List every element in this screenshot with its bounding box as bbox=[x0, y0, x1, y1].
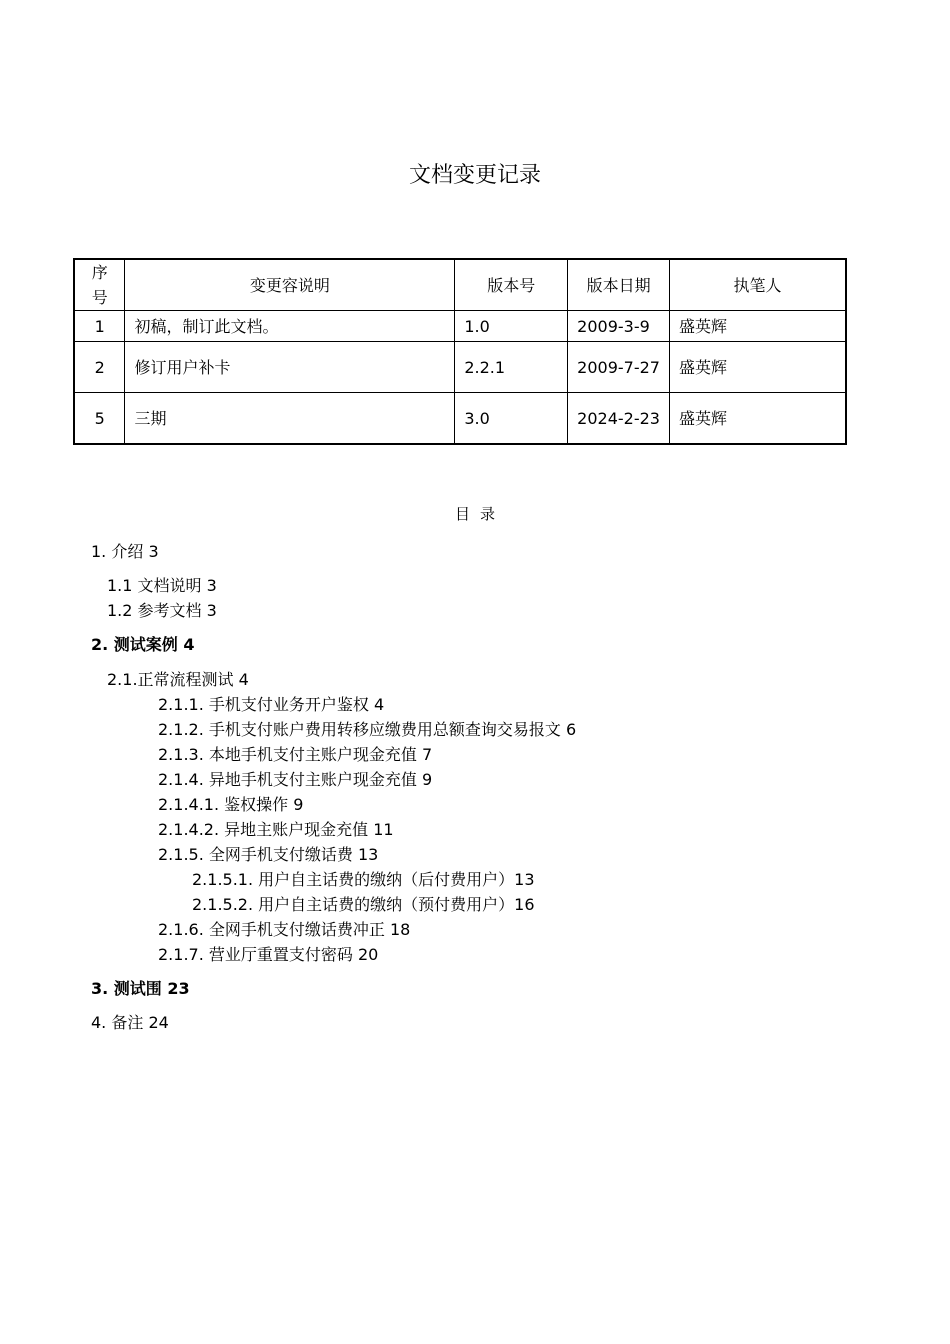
header-author: 执笔人 bbox=[670, 259, 846, 311]
table-row bbox=[74, 311, 846, 342]
toc-entry[interactable]: 2.1.4.1. 鉴权操作 9 bbox=[158, 795, 304, 814]
table-row bbox=[74, 342, 846, 393]
cell-author: 盛英辉 bbox=[670, 393, 846, 445]
toc-entry[interactable]: 2.1.正常流程测试 4 bbox=[107, 670, 249, 689]
change-log-table bbox=[73, 258, 847, 445]
cell-index: 2 bbox=[74, 342, 125, 393]
toc-entry[interactable]: 2.1.7. 营业厅重置支付密码 20 bbox=[158, 945, 379, 964]
cell-description: 初稿，制订此文档。 bbox=[125, 311, 455, 342]
cell-index: 1 bbox=[74, 311, 125, 342]
toc-entry[interactable]: 2.1.5.2. 用户自主话费的缴纳（预付费用户）16 bbox=[192, 895, 535, 914]
cell-date: 2009-3-9 bbox=[568, 311, 670, 342]
table-header-row bbox=[74, 259, 846, 311]
toc-entry[interactable]: 3. 测试围 23 bbox=[91, 979, 190, 998]
toc-entry[interactable]: 2.1.4.2. 异地主账户现金充值 11 bbox=[158, 820, 394, 839]
toc-title: 目录 bbox=[454, 505, 505, 523]
table-row bbox=[74, 393, 846, 445]
toc-entry[interactable]: 2.1.3. 本地手机支付主账户现金充值 7 bbox=[158, 745, 433, 764]
cell-author: 盛英辉 bbox=[670, 311, 846, 342]
toc-entry[interactable]: 2.1.1. 手机支付业务开户鉴权 4 bbox=[158, 695, 385, 714]
cell-version: 3.0 bbox=[455, 393, 568, 445]
toc-entry[interactable]: 2.1.5.1. 用户自主话费的缴纳（后付费用户）13 bbox=[192, 870, 535, 889]
header-index: 序号 bbox=[74, 259, 125, 311]
document-title: 文档变更记录 bbox=[408, 163, 541, 188]
cell-description: 三期 bbox=[125, 393, 455, 445]
cell-version: 1.0 bbox=[455, 311, 568, 342]
toc-entry[interactable]: 4. 备注 24 bbox=[91, 1013, 169, 1032]
header-date: 版本日期 bbox=[568, 259, 670, 311]
toc-entry[interactable]: 2.1.2. 手机支付账户费用转移应缴费用总额查询交易报文 6 bbox=[158, 720, 577, 739]
cell-index: 5 bbox=[74, 393, 125, 445]
toc-entry[interactable]: 1.2 参考文档 3 bbox=[107, 601, 217, 620]
header-description: 变更容说明 bbox=[125, 259, 455, 311]
cell-version: 2.2.1 bbox=[455, 342, 568, 393]
cell-description: 修订用户补卡 bbox=[125, 342, 455, 393]
toc-entry[interactable]: 1. 介绍 3 bbox=[91, 542, 159, 561]
toc-entry[interactable]: 1.1 文档说明 3 bbox=[107, 576, 217, 595]
header-version: 版本号 bbox=[455, 259, 568, 311]
cell-author: 盛英辉 bbox=[670, 342, 846, 393]
toc-entry[interactable]: 2.1.5. 全网手机支付缴话费 13 bbox=[158, 845, 379, 864]
toc-entry[interactable]: 2.1.4. 异地手机支付主账户现金充值 9 bbox=[158, 770, 433, 789]
cell-date: 2024-2-23 bbox=[568, 393, 670, 445]
toc-entry[interactable]: 2.1.6. 全网手机支付缴话费冲正 18 bbox=[158, 920, 411, 939]
cell-date: 2009-7-27 bbox=[568, 342, 670, 393]
toc-entry[interactable]: 2. 测试案例 4 bbox=[91, 635, 195, 654]
